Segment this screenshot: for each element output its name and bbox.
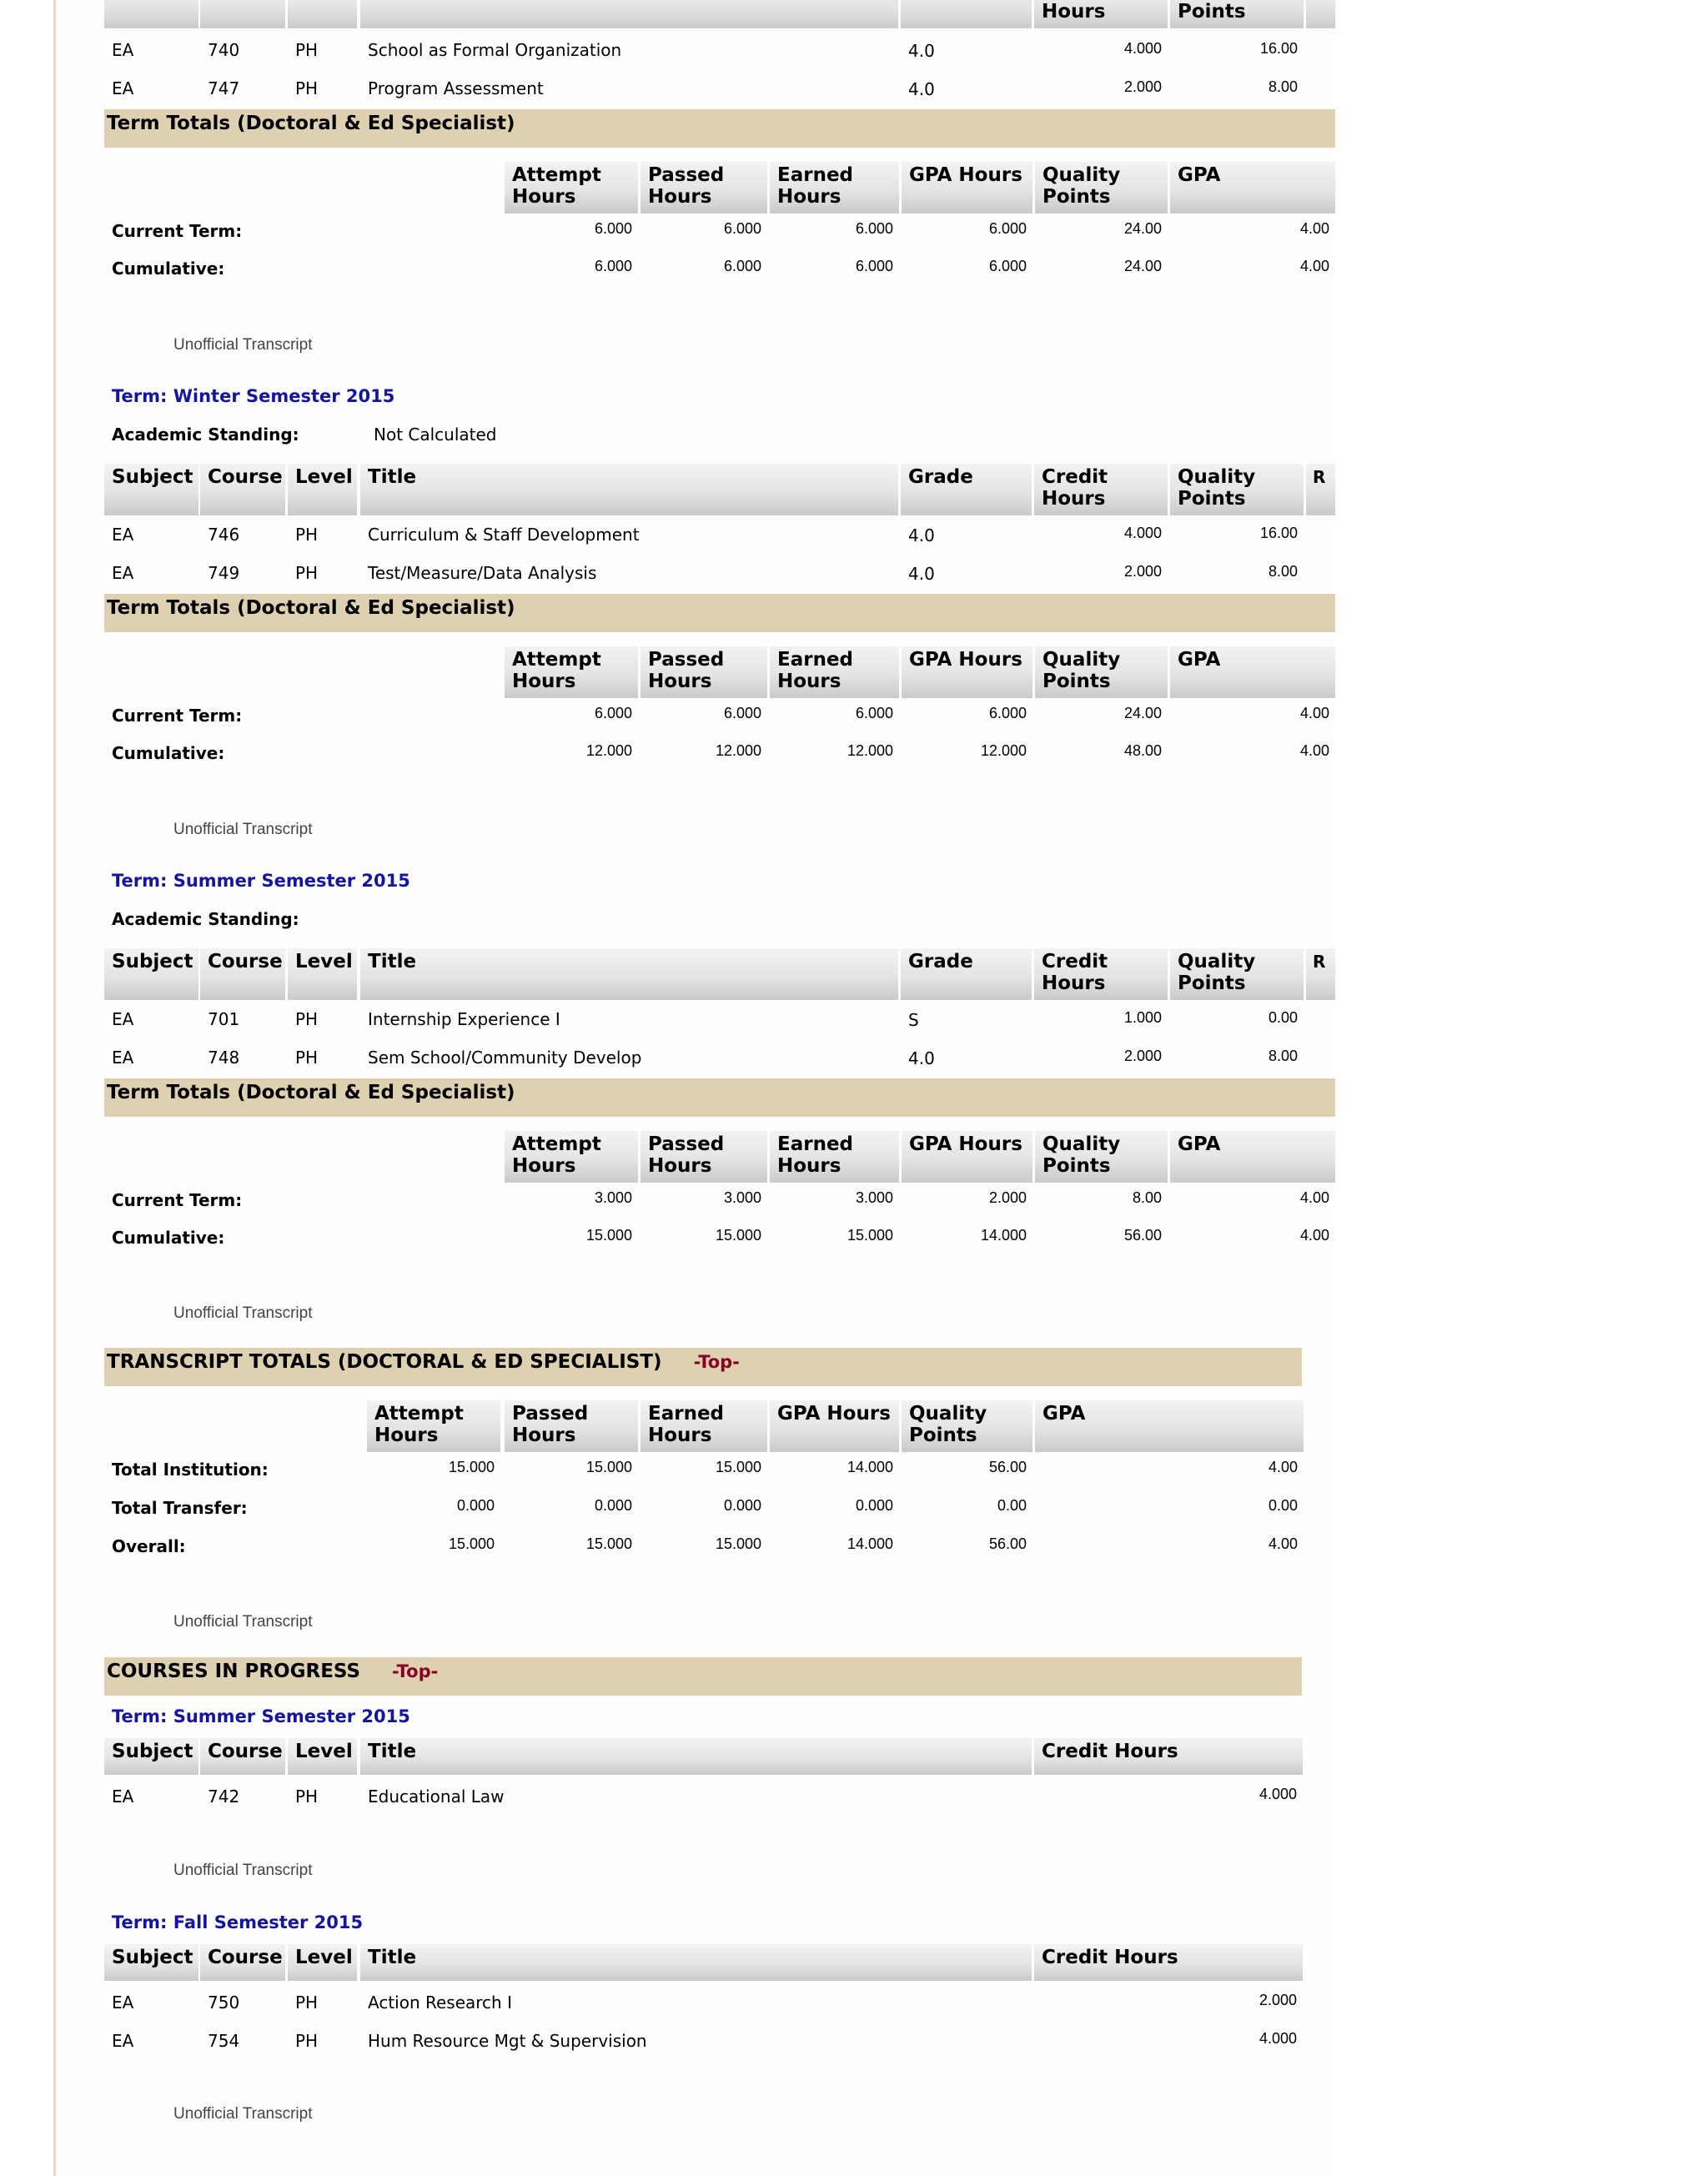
course-quality-points: 0.00	[1268, 1009, 1298, 1026]
term-title: Term: Summer Semester 2015	[112, 1706, 410, 1726]
courses-in-progress-band	[104, 1657, 1302, 1696]
course-level: PH	[295, 525, 319, 545]
total-passed: 15.000	[585, 1535, 632, 1552]
col-r: R	[1306, 948, 1335, 1000]
course-level: PH	[295, 2031, 319, 2051]
tot-passed: Passed Hours	[505, 1400, 638, 1452]
total-earned: 15.000	[715, 1535, 761, 1552]
col-level: Level	[288, 464, 357, 515]
band-title: COURSES IN PROGRESS	[107, 1661, 360, 1682]
unofficial-transcript-label: Unofficial Transcript	[173, 1304, 313, 1322]
course-title: Test/Measure/Data Analysis	[368, 563, 597, 583]
cumulative-attempt: 6.000	[594, 258, 632, 274]
top-link[interactable]: -Top-	[392, 1661, 439, 1681]
band-title: TRANSCRIPT TOTALS (DOCTORAL & ED SPECIALIST)	[107, 1351, 662, 1373]
tot-quality-points: Quality Points	[1035, 162, 1168, 214]
cumulative-gpa-hours: 6.000	[988, 258, 1027, 274]
tot-passed: Passed Hours	[640, 1131, 767, 1183]
current-term-gpa: 4.00	[1299, 1189, 1329, 1206]
col-credit-hours: Credit Hours	[1034, 948, 1168, 1000]
current-term-gpa-hours: 6.000	[988, 705, 1027, 721]
col-course: Course	[200, 464, 285, 515]
current-term-label: Current Term:	[112, 706, 243, 726]
course-subject: EA	[112, 563, 134, 583]
course-grade: 4.0	[908, 1048, 935, 1068]
course-credit-hours: 2.000	[1123, 78, 1162, 95]
tot-gpa-hours: GPA Hours	[902, 646, 1032, 698]
total-attempt: 15.000	[448, 1459, 495, 1475]
col-level: Level	[288, 948, 357, 1000]
tot-gpa: GPA	[1170, 162, 1335, 214]
course-number: 740	[208, 40, 240, 60]
col-header-cut	[288, 0, 357, 28]
cumulative-earned: 12.000	[846, 742, 893, 759]
unofficial-transcript-label: Unofficial Transcript	[173, 821, 313, 838]
current-term-gpa-hours: 6.000	[988, 220, 1027, 237]
col-credit-hours: Credit Hours	[1034, 1944, 1303, 1981]
course-number: 754	[208, 2031, 240, 2051]
band-title: Term Totals (Doctoral & Ed Specialist)	[107, 1082, 515, 1103]
course-quality-points: 16.00	[1259, 525, 1298, 541]
course-grade: 4.0	[908, 564, 935, 584]
total-gpa: 4.00	[1268, 1535, 1298, 1552]
current-term-gpa-hours: 2.000	[988, 1189, 1027, 1206]
current-term-quality-points: 24.00	[1123, 220, 1162, 237]
course-level: PH	[295, 78, 319, 98]
course-subject: EA	[112, 1993, 134, 2013]
col-title: Title	[360, 948, 898, 1000]
course-credit-hours: 4.000	[1258, 1786, 1297, 1802]
course-grade: S	[908, 1010, 919, 1030]
course-subject: EA	[112, 1048, 134, 1068]
term-title: Term: Winter Semester 2015	[112, 386, 395, 406]
total-quality-points: 0.00	[997, 1497, 1027, 1514]
cumulative-gpa: 4.00	[1299, 1227, 1329, 1244]
course-title: Action Research I	[368, 1993, 512, 2013]
current-term-label: Current Term:	[112, 1190, 243, 1210]
tot-passed: Passed Hours	[640, 162, 767, 214]
total-quality-points: 56.00	[988, 1459, 1027, 1475]
term-title: Term: Fall Semester 2015	[112, 1912, 364, 1932]
course-credit-hours: 1.000	[1123, 1009, 1162, 1026]
cumulative-gpa: 4.00	[1299, 258, 1329, 274]
academic-standing-value: Not Calculated	[374, 425, 497, 445]
tot-earned: Earned Hours	[770, 162, 899, 214]
course-level: PH	[295, 563, 319, 583]
course-quality-points: 8.00	[1268, 563, 1298, 580]
course-title: Educational Law	[368, 1787, 505, 1807]
current-term-earned: 6.000	[855, 705, 893, 721]
current-term-gpa: 4.00	[1299, 220, 1329, 237]
band-title: Term Totals (Doctoral & Ed Specialist)	[107, 113, 515, 134]
course-credit-hours: 2.000	[1258, 1992, 1297, 2008]
current-term-quality-points: 8.00	[1132, 1189, 1162, 1206]
tot-quality-points: Quality Points	[1035, 1131, 1168, 1183]
course-number: 748	[208, 1048, 240, 1068]
total-gpa: 0.00	[1268, 1497, 1298, 1514]
cumulative-label: Cumulative:	[112, 259, 225, 279]
course-title: Program Assessment	[368, 78, 544, 98]
course-subject: EA	[112, 78, 134, 98]
cumulative-gpa-hours: 14.000	[980, 1227, 1027, 1244]
unofficial-transcript-label: Unofficial Transcript	[173, 336, 313, 354]
course-quality-points: 8.00	[1268, 1048, 1298, 1064]
tot-gpa: GPA	[1170, 1131, 1335, 1183]
band-title: Term Totals (Doctoral & Ed Specialist)	[107, 597, 515, 619]
current-term-attempt: 3.000	[594, 1189, 632, 1206]
cumulative-label: Cumulative:	[112, 1228, 225, 1248]
col-header-cut	[360, 0, 898, 28]
current-term-passed: 3.000	[723, 1189, 761, 1206]
col-course: Course	[200, 1944, 285, 1981]
term-totals-band	[104, 109, 1335, 148]
col-r: R	[1306, 464, 1335, 515]
col-credit-hours: Hours	[1034, 0, 1168, 28]
cumulative-attempt: 15.000	[585, 1227, 632, 1244]
academic-standing-label: Academic Standing:	[112, 425, 299, 445]
cumulative-passed: 12.000	[715, 742, 761, 759]
course-subject: EA	[112, 1787, 134, 1807]
course-level: PH	[295, 1993, 319, 2013]
col-course: Course	[200, 1738, 285, 1775]
current-term-attempt: 6.000	[594, 220, 632, 237]
total-row-label: Total Institution:	[112, 1460, 269, 1480]
current-term-earned: 3.000	[855, 1189, 893, 1206]
course-title: Hum Resource Mgt & Supervision	[368, 2031, 647, 2051]
cumulative-earned: 6.000	[855, 258, 893, 274]
total-gpa-hours: 14.000	[846, 1459, 893, 1475]
total-passed: 0.000	[594, 1497, 632, 1514]
col-quality-points: Quality Points	[1170, 948, 1304, 1000]
course-title: Internship Experience I	[368, 1009, 560, 1029]
total-attempt: 15.000	[448, 1535, 495, 1552]
top-link[interactable]: -Top-	[693, 1352, 740, 1372]
transcript-totals-band	[104, 1348, 1302, 1386]
col-quality-points: Points	[1170, 0, 1304, 28]
total-row-label: Overall:	[112, 1536, 186, 1556]
tot-gpa: GPA	[1035, 1400, 1304, 1452]
total-gpa: 4.00	[1268, 1459, 1298, 1475]
course-title: Curriculum & Staff Development	[368, 525, 640, 545]
course-title: School as Formal Organization	[368, 40, 622, 60]
tot-attempt: Attempt Hours	[367, 1400, 500, 1452]
current-term-quality-points: 24.00	[1123, 705, 1162, 721]
col-header-cut	[1306, 0, 1335, 28]
tot-gpa-hours: GPA Hours	[770, 1400, 899, 1452]
tot-gpa-hours: GPA Hours	[902, 1131, 1032, 1183]
course-number: 749	[208, 563, 240, 583]
total-earned: 15.000	[715, 1459, 761, 1475]
col-subject: Subject	[104, 948, 198, 1000]
current-term-passed: 6.000	[723, 220, 761, 237]
tot-earned: Earned Hours	[770, 1131, 899, 1183]
col-grade: Grade	[901, 464, 1032, 515]
unofficial-transcript-label: Unofficial Transcript	[173, 1862, 313, 1879]
tot-passed: Passed Hours	[640, 646, 767, 698]
course-credit-hours: 2.000	[1123, 1048, 1162, 1064]
course-level: PH	[295, 40, 319, 60]
col-header-cut	[104, 0, 198, 28]
total-quality-points: 56.00	[988, 1535, 1027, 1552]
course-subject: EA	[112, 2031, 134, 2051]
total-row-label: Total Transfer:	[112, 1498, 248, 1518]
term-title: Term: Summer Semester 2015	[112, 871, 410, 891]
course-level: PH	[295, 1048, 319, 1068]
unofficial-transcript-label: Unofficial Transcript	[173, 2105, 313, 2123]
cumulative-passed: 6.000	[723, 258, 761, 274]
cumulative-quality-points: 24.00	[1123, 258, 1162, 274]
course-quality-points: 16.00	[1259, 40, 1298, 57]
total-gpa-hours: 14.000	[846, 1535, 893, 1552]
course-level: PH	[295, 1009, 319, 1029]
course-grade: 4.0	[908, 41, 935, 61]
course-credit-hours: 2.000	[1123, 563, 1162, 580]
cumulative-quality-points: 48.00	[1123, 742, 1162, 759]
col-credit-hours: Credit Hours	[1034, 464, 1168, 515]
course-subject: EA	[112, 1009, 134, 1029]
course-level: PH	[295, 1787, 319, 1807]
col-subject: Subject	[104, 1944, 198, 1981]
tot-attempt: Attempt Hours	[505, 1131, 638, 1183]
cumulative-label: Cumulative:	[112, 743, 225, 763]
total-passed: 15.000	[585, 1459, 632, 1475]
cumulative-gpa-hours: 12.000	[980, 742, 1027, 759]
course-credit-hours: 4.000	[1123, 525, 1162, 541]
course-title: Sem School/Community Develop	[368, 1048, 642, 1068]
course-credit-hours: 4.000	[1258, 2030, 1297, 2047]
unofficial-transcript-label: Unofficial Transcript	[173, 1613, 313, 1631]
total-earned: 0.000	[723, 1497, 761, 1514]
course-number: 746	[208, 525, 240, 545]
tot-attempt: Attempt Hours	[505, 646, 638, 698]
tot-attempt: Attempt Hours	[505, 162, 638, 214]
current-term-attempt: 6.000	[594, 705, 632, 721]
course-quality-points: 8.00	[1268, 78, 1298, 95]
col-title: Title	[360, 464, 898, 515]
col-header-cut	[901, 0, 1032, 28]
col-header-cut	[200, 0, 285, 28]
col-title: Title	[360, 1944, 1032, 1981]
course-credit-hours: 4.000	[1123, 40, 1162, 57]
tot-gpa-hours: GPA Hours	[902, 162, 1032, 214]
total-attempt: 0.000	[456, 1497, 495, 1514]
cumulative-quality-points: 56.00	[1123, 1227, 1162, 1244]
course-number: 747	[208, 78, 240, 98]
course-grade: 4.0	[908, 525, 935, 545]
tot-earned: Earned Hours	[770, 646, 899, 698]
col-course: Course	[200, 948, 285, 1000]
col-level: Level	[288, 1944, 357, 1981]
col-title: Title	[360, 1738, 1032, 1775]
col-subject: Subject	[104, 1738, 198, 1775]
course-grade: 4.0	[908, 79, 935, 99]
total-gpa-hours: 0.000	[855, 1497, 893, 1514]
cumulative-gpa: 4.00	[1299, 742, 1329, 759]
col-level: Level	[288, 1738, 357, 1775]
tot-gpa: GPA	[1170, 646, 1335, 698]
course-subject: EA	[112, 40, 134, 60]
cumulative-attempt: 12.000	[585, 742, 632, 759]
current-term-passed: 6.000	[723, 705, 761, 721]
course-number: 742	[208, 1787, 240, 1807]
tot-quality-points: Quality Points	[902, 1400, 1032, 1452]
term-totals-band	[104, 594, 1335, 632]
academic-standing-label: Academic Standing:	[112, 909, 299, 929]
col-subject: Subject	[104, 464, 198, 515]
col-grade: Grade	[901, 948, 1032, 1000]
current-term-label: Current Term:	[112, 221, 243, 241]
col-quality-points: Quality Points	[1170, 464, 1304, 515]
cumulative-earned: 15.000	[846, 1227, 893, 1244]
course-number: 701	[208, 1009, 240, 1029]
current-term-gpa: 4.00	[1299, 705, 1329, 721]
col-credit-hours: Credit Hours	[1034, 1738, 1303, 1775]
course-subject: EA	[112, 525, 134, 545]
term-totals-band	[104, 1078, 1335, 1117]
tot-quality-points: Quality Points	[1035, 646, 1168, 698]
course-number: 750	[208, 1993, 240, 2013]
cumulative-passed: 15.000	[715, 1227, 761, 1244]
tot-earned: Earned Hours	[640, 1400, 767, 1452]
current-term-earned: 6.000	[855, 220, 893, 237]
